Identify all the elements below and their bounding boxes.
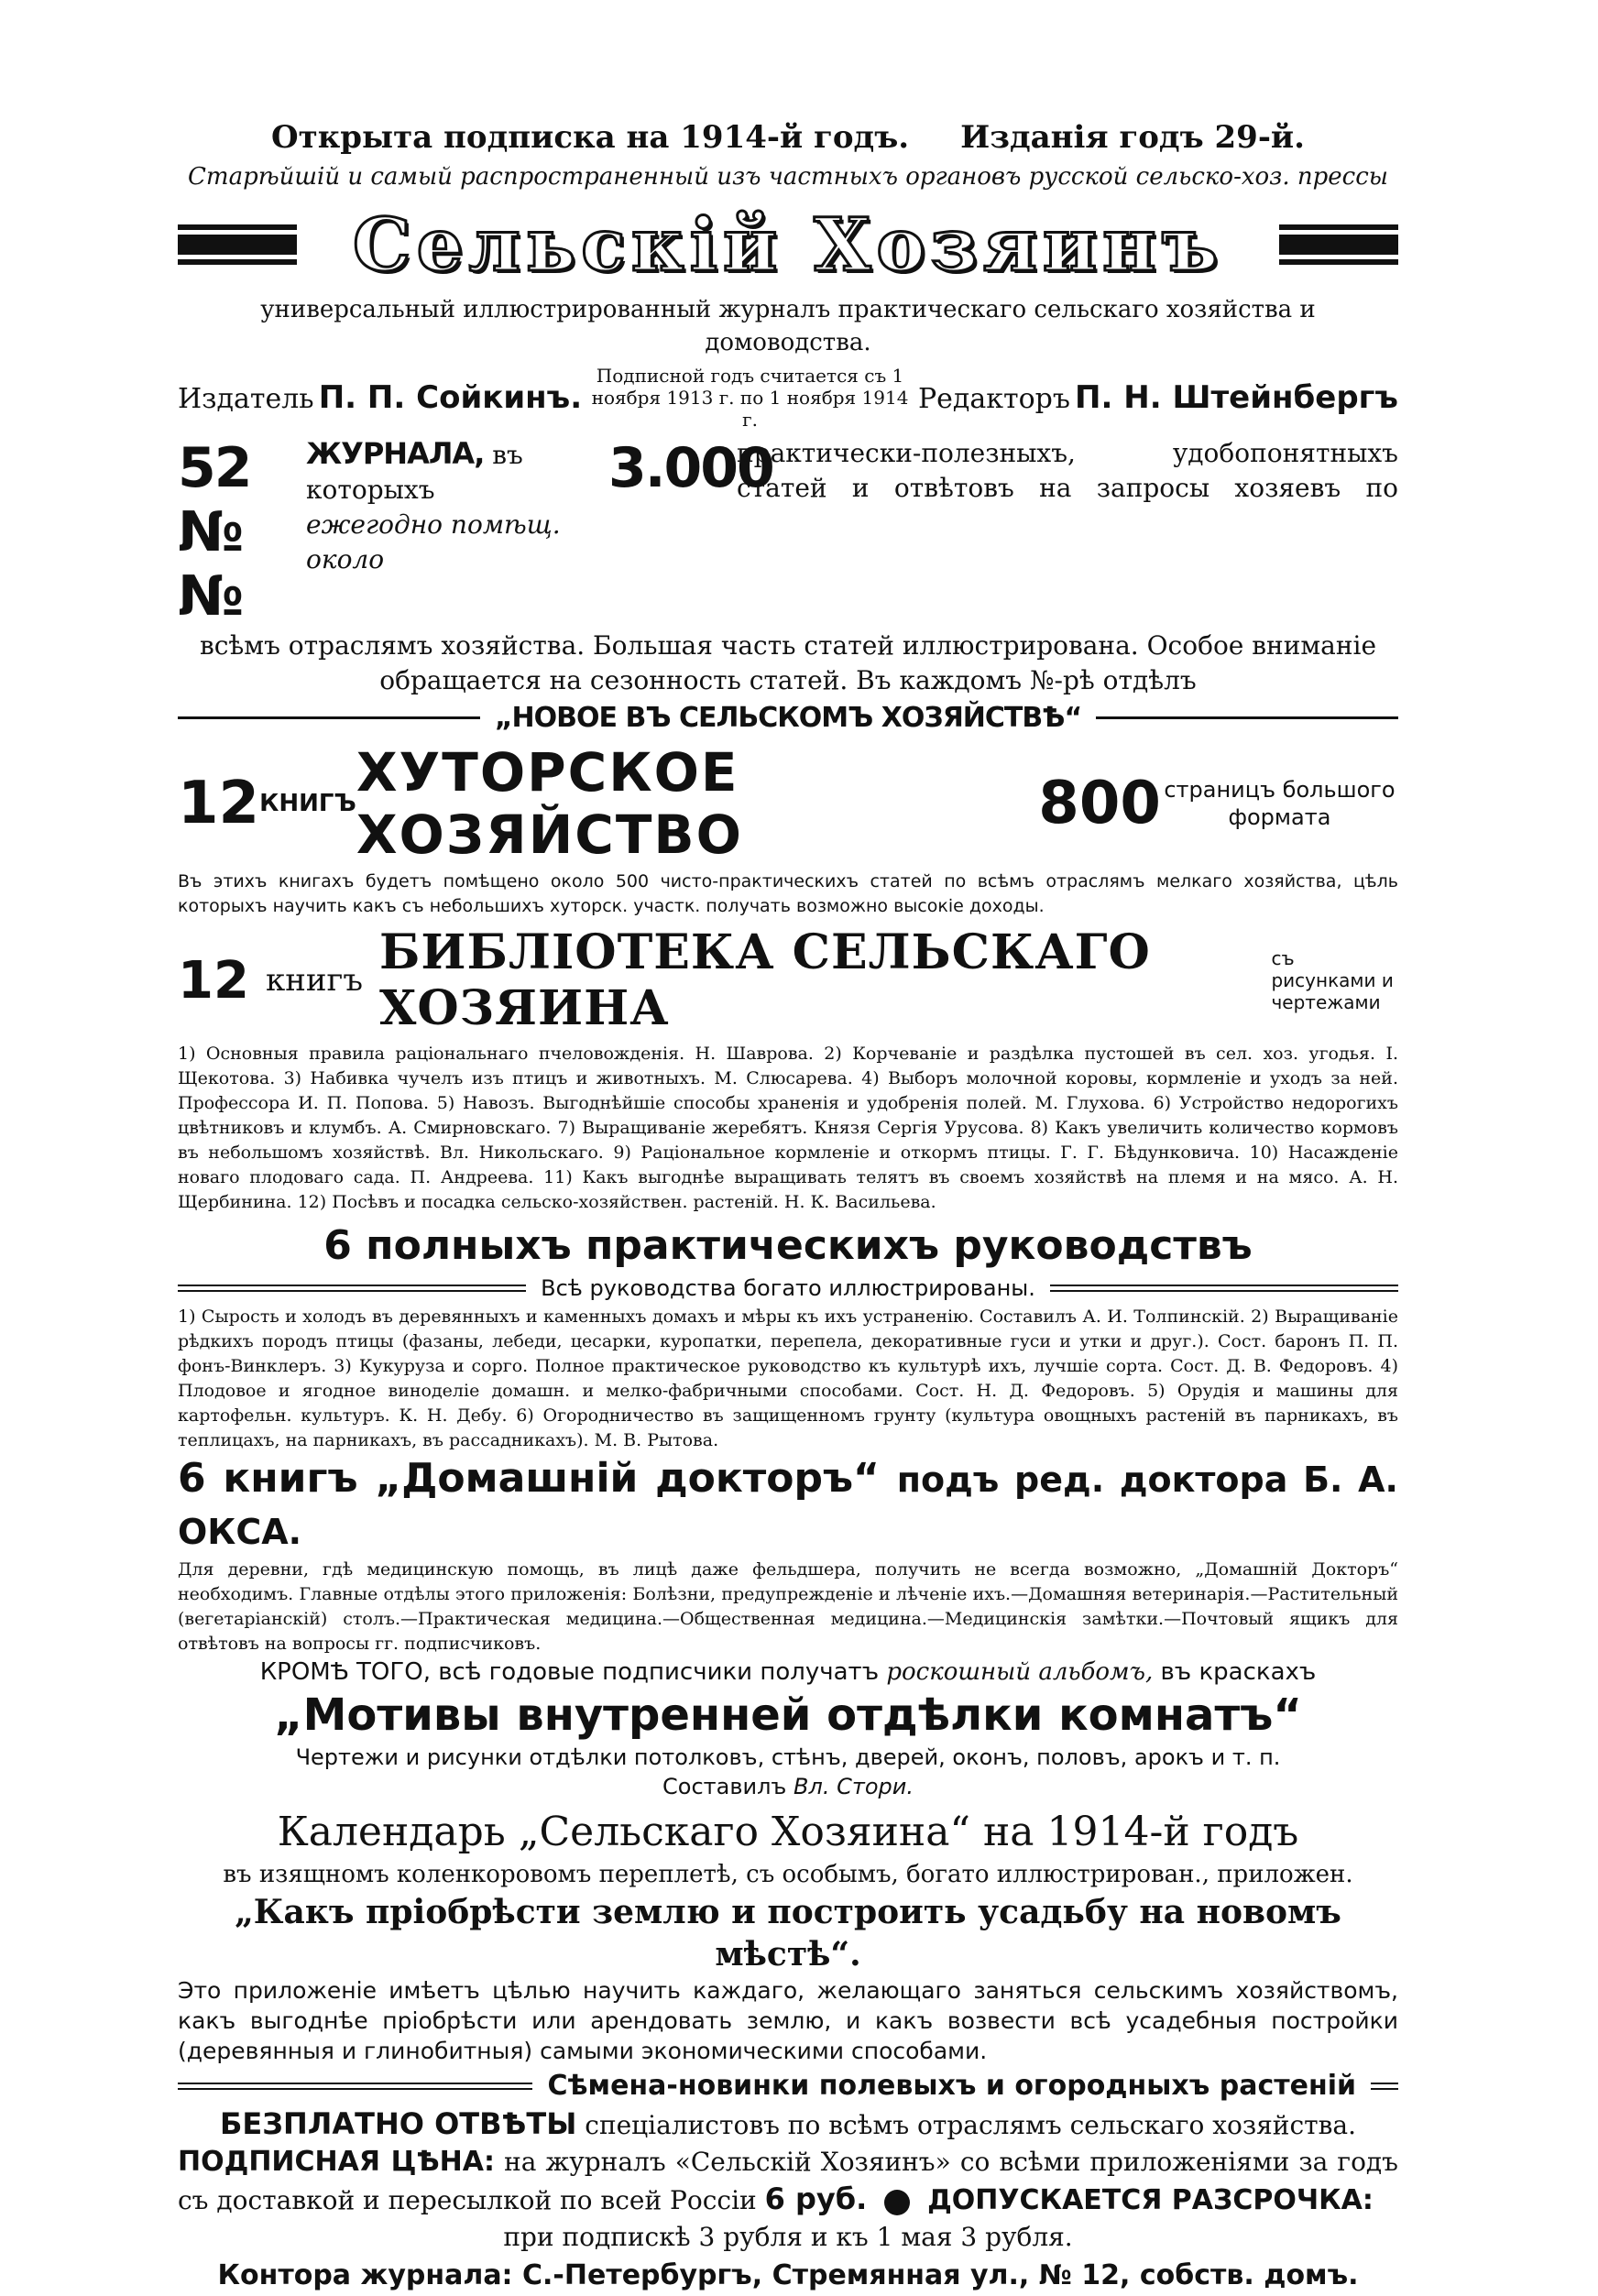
issues-text-2: ежегодно помѣщ. около [306, 509, 561, 574]
library-unit: книгъ [265, 962, 363, 999]
calendar-app-title: „Какъ пріобрѣсти землю и построить усадьбу на новомъ мѣстѣ“. [235, 1893, 1341, 1973]
doctor-editor: подъ ред. доктора Б. А. ОКСА. [178, 1460, 1398, 1552]
price-text: на журналъ «Сельскій Хозяинъ» со всѣми приложеніями за годъ съ доставкой и пересылкой по всей Россіи [178, 2147, 1398, 2215]
editor-name: П. Н. Штейнбергъ [1075, 379, 1398, 416]
price-amount: 6 руб. [764, 2181, 868, 2216]
guides-title: 6 полныхъ практическихъ руководствъ [323, 1222, 1253, 1269]
masthead-right-bar [1279, 224, 1398, 265]
issues-paragraph: всѣмъ отраслямъ хозяйства. Большая часть статей иллюстрирована. Особое вниманіе обращается на сезонность статей. Въ каждомъ №-рѣ отдѣлъ [199, 630, 1377, 695]
issues-text-1: въ которыхъ [306, 440, 523, 505]
doctor-title: „Домашній докторъ“ [375, 1455, 880, 1502]
header-subtitle: Старѣйшій и самый распространенный изъ частныхъ органовъ русской сельско-хоз. прессы [188, 163, 1388, 191]
masthead-left-bar [178, 224, 297, 265]
library-count: 12 [178, 950, 249, 1011]
khutor-count: 12 [178, 770, 260, 837]
album-intro-a: КРОМѢ ТОГО, всѣ годовые подписчики получатъ [259, 1658, 880, 1686]
rule-left [178, 1285, 526, 1292]
khutor-row [178, 741, 1398, 866]
library-title: БИБЛІОТЕКА СЕЛЬСКАГО ХОЗЯИНА [378, 924, 1151, 1036]
khutor-side: страницъ большого формата [1164, 777, 1396, 830]
album-author: Вл. Стори. [794, 1774, 914, 1799]
header-line [178, 117, 1398, 158]
price-installment: ДОПУСКАЕТСЯ РАЗСРОЧКА: [927, 2184, 1374, 2216]
rule-left [178, 2083, 532, 2090]
rule-left [178, 716, 480, 719]
edition-year: Изданія годъ 29-й. [960, 119, 1305, 156]
rule-right [1371, 2083, 1398, 2090]
library-row [178, 924, 1398, 1036]
album-title: „Мотивы внутренней отдѣлки комнатъ“ [274, 1689, 1302, 1741]
free-text: спеціалистовъ по всѣмъ отраслямъ сельскаго хозяйства. [585, 2110, 1356, 2140]
rule-right [1050, 1285, 1398, 1292]
album-text: Чертежи и рисунки отдѣлки потолковъ, стѣнъ, дверей, оконъ, половъ, арокъ и т. п. [295, 1744, 1281, 1770]
calendar-text: въ изящномъ коленкоровомъ переплетѣ, съ особымъ, богато иллюстрирован., приложен. [223, 1861, 1353, 1888]
khutor-unit: КНИГЪ [259, 790, 356, 817]
guides-rule-text: Всѣ руководства богато иллюстрированы. [541, 1275, 1035, 1301]
issues-row [178, 436, 1398, 629]
khutor-pages: 800 [1038, 770, 1161, 837]
library-side: съ рисунками и чертежами [1271, 947, 1394, 1013]
khutor-text: Въ этихъ книгахъ будетъ помѣщено около 500 чисто-практическихъ статей по всѣмъ отраслямъ мелкаго хозяйства, цѣль которыхъ научить какъ съ небольшихъ хуторск. участк. получать возможно высокіе доходы. [178, 871, 1398, 916]
price-block [178, 2144, 1398, 2219]
album-intro-b: роскошный альбомъ, [886, 1658, 1154, 1686]
album-author-label: Составилъ [662, 1774, 787, 1799]
guides-rule [178, 1275, 1398, 1301]
price-terms: при подпискѣ 3 рубля и къ 1 мая 3 рубля. [503, 2222, 1073, 2252]
doctor-text: Для деревни, гдѣ медицинскую помощь, въ лицѣ даже фельдшера, получить не всегда возможно, „Домашній Докторъ“ необходимъ. Главные отдѣлы этого приложенія: Болѣзни, предупрежденіе и лѣченіе ихъ.—Домашняя ветеринарія.—Растительный (вегетаріанскій) столъ.—Практическая медицина.—Общественная медицина.—Медицинскія замѣтки.—Почтовый ящикъ для отвѣтовъ на вопросы гг. подписчиковъ. [178, 1559, 1398, 1654]
price-lead: ПОДПИСНАЯ ЦѢНА: [178, 2146, 495, 2178]
bullet-dot-icon [884, 2190, 910, 2215]
issues-text-3: практически-полезныхъ, удобопонятныхъ [737, 438, 1398, 468]
subscription-open: Открыта подписка на 1914-й годъ. [271, 119, 910, 156]
guides-list: 1) Сырость и холодъ въ деревянныхъ и каменныхъ домахъ и мѣры къ ихъ устраненію. Составилъ А. И. Толпинскій. 2) Выращиваніе рѣдкихъ породъ птицы (фазаны, лебеди, цесарки, куропатки, перепела, декоративные гуси и утки и друг.). Сост. баронъ П. П. фонъ-Винклеръ. 3) Кукуруза и сорго. Полное практическое руководство къ культурѣ ихъ, лучшіе сорта. Сост. Д. В. Федоровъ. 4) Плодовое и ягодное виноделіе домашн. и мелко-фабричными способами. Сост. Н. Д. Федоровъ. 5) Орудія и машины для картофельн. культуръ. К. Н. Дебу. 6) Огородничество въ защищенномъ грунту (культура овощныхъ растеній въ парникахъ, въ теплицахъ, на парникахъ, въ рассадникахъ). М. В. Рытова. [178, 1307, 1398, 1450]
journal-description: универсальный иллюстрированный журналъ практическаго сельскаго хозяйства и домоводства. [260, 296, 1316, 356]
publisher-row [178, 365, 1398, 431]
editor-label: Редакторъ [917, 383, 1070, 415]
free-lead: БЕЗПЛАТНО ОТВѢТЫ [220, 2106, 577, 2141]
calendar-app-text: Это приложеніе имѣетъ цѣлью научить каждаго, желающаго заняться сельскимъ хозяйствомъ, какъ выгоднѣе пріобрѣсти или арендовать землю, и какъ возвести всѣ усадебныя постройки (деревянныя и глинобитныя) самыми экономическими способами. [178, 1977, 1398, 2064]
album-author-line [178, 1772, 1398, 1801]
masthead [178, 203, 1398, 286]
issues-title: ЖУРНАЛА, [306, 436, 485, 471]
album-intro [178, 1656, 1398, 1688]
new-section-title: „НОВОЕ ВЪ СЕЛЬСКОМЪ ХОЗЯЙСТВѢ“ [494, 702, 1082, 734]
rule-right [1096, 716, 1398, 719]
subscription-period: Подписной годъ считается съ 1 ноября 1913 г. по 1 ноября 1914 г. [591, 365, 909, 431]
doctor-row [178, 1453, 1398, 1558]
journal-title: Сельскій Хозяинъ [352, 202, 1224, 288]
doctor-count: 6 книгъ [178, 1455, 358, 1502]
issues-count: 52 №№ [178, 436, 251, 629]
publisher-label: Издатель [178, 383, 314, 415]
seeds-title: Сѣмена-новинки полевыхъ и огородныхъ растеній [547, 2070, 1356, 2102]
publisher-name: П. П. Сойкинъ. [318, 379, 583, 416]
office-address: Контора журнала: С.-Петербургъ, Стремянная ул., № 12, собств. домъ. [217, 2259, 1359, 2291]
articles-count: 3.000 [608, 436, 773, 500]
calendar-title: Календарь „Сельскаго Хозяина“ на 1914-й годъ [277, 1809, 1299, 1855]
album-intro-c: въ краскахъ [1160, 1658, 1317, 1686]
library-list: 1) Основныя правила раціональнаго пчеловожденія. Н. Шаврова. 2) Корчеваніе и раздѣлка пустошей въ сел. хоз. угодья. I. Щекотова. 3) Набивка чучелъ изъ птицъ и животныхъ. М. Слюсарева. 4) Выборъ молочной коровы, кормленіе и уходъ за ней. Профессора И. П. Попова. 5) Навозъ. Выгоднѣйшіе способы храненія и удобренія полей. М. Глухова. 6) Устройство недорогихъ цвѣтниковъ и клумбъ. А. Смирновскаго. 7) Выращиваніе жеребятъ. Князя Сергія Урусова. 8) Какъ увеличить количество кормовъ въ небольшомъ хозяйствѣ. Вл. Никольскаго. 9) Раціональное кормленіе и откормъ птицы. Г. Г. Бѣдунковича. 10) Насажденіе новаго плодоваго сада. П. Андреева. 11) Какъ выгоднѣе выращивать телятъ въ своемъ хозяйствѣ на племя и на мясо. А. Н. Щербинина. 12) Посѣвъ и посадка сельско-хозяйствен. растеній. Н. К. Васильева. [178, 1044, 1398, 1212]
free-answers [178, 2105, 1398, 2144]
khutor-title: ХУТОРСКОЕ ХОЗЯЙСТВО [356, 741, 743, 866]
new-section-rule [178, 702, 1398, 734]
seeds-rule [178, 2070, 1398, 2102]
issues-text-4: статей и отвѣтовъ на запросы хозяевъ по [737, 473, 1398, 503]
